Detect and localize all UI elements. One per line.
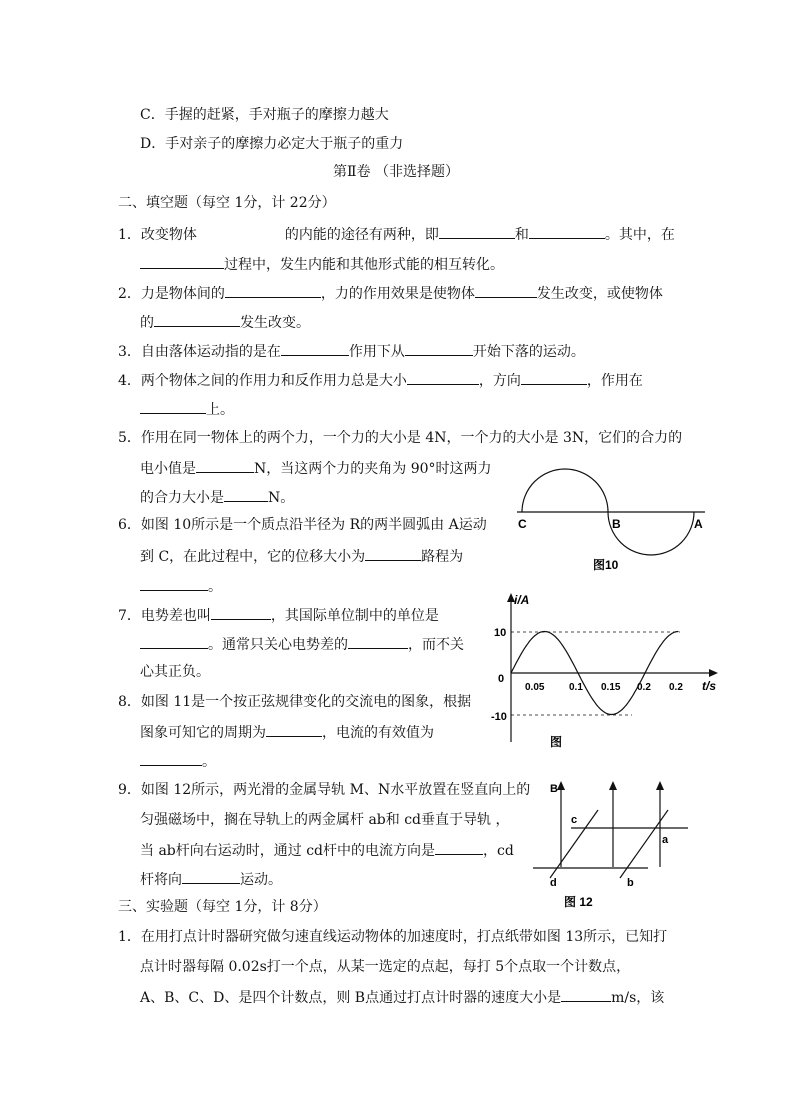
q9-line2: 匀强磁场中，搁在导轨上的两金属杆 ab和 cd垂直于导轨 ， [140,812,510,828]
q1-blank-2[interactable] [529,224,605,239]
fig12-label-b: b [627,877,634,889]
section2-heading: 二、填空题（每空 1分，计 22分） [118,195,336,211]
fig10-caption: 图10 [593,558,619,572]
figure-10 [505,462,730,577]
q5-line3: 的合力大小是 N。 [140,487,294,507]
s3-q1-line2: 点计时器每隔 0.02s打一个点，从某一选定的点起，每打 5个点取一个计数点， [140,959,631,975]
q8-line2: 图象可知它的周期为 ，电流的有效值为 [140,722,434,742]
section3-heading: 三、实验题（每空 1分，计 8分） [118,899,327,915]
fig12-field-arrow-3 [656,781,664,790]
fig12-label-a: a [662,834,669,846]
choice-c: C．手握的赶紧，手对瓶子的摩擦力越大 [140,107,389,123]
q3-line: 3．自由落体运动指的是在 作用下从 开始下落的运动。 [118,341,585,361]
fig10-lower-arc [608,512,694,555]
q6-line3: 。 [140,576,222,596]
fig11-xlabel: t/s [702,679,717,693]
q4-blank-1[interactable] [407,370,479,385]
q7-blank-1[interactable] [211,605,271,620]
q5-blank-1[interactable] [196,458,254,473]
q4-blank-3[interactable] [140,399,206,414]
q2-blank-3[interactable] [154,312,240,327]
q9-line3: 当 ab杆向右运动时，通过 cd杆中的电流方向是 ，cd [140,840,514,860]
q4-line2: 上。 [140,399,234,419]
fig11-xtick-5: 0.2 [669,682,683,693]
q9-blank-1[interactable] [435,840,483,855]
q8-blank-2[interactable] [140,751,202,766]
q9-line1: 9．如图 12所示，两光滑的金属导轨 M、N水平放置在竖直向上的 [118,782,531,798]
fig11-ytick-bottom: -10 [491,711,507,723]
q8-line1: 8．如图 11是一个按正弦规律变化的交流电的图象，根据 [118,694,472,710]
q7-blank-3[interactable] [348,634,408,649]
part2-title: 第Ⅱ卷 （非选择题） [333,164,459,180]
fig10-label-b: B [612,517,621,531]
fig12-label-d: d [550,877,557,889]
q1-line2: 过程中，发生内能和其他形式能的相互转化。 [140,254,504,274]
fig12-label-c: c [571,814,578,826]
q7-line1: 7．电势差也叫 ，其国际单位制中的单位是 [118,605,439,625]
fig12-field-arrow-2 [609,781,617,790]
q1-blank-1[interactable] [439,224,515,239]
q5-blank-2[interactable] [224,487,268,502]
q1-line1: 1．改变物体 的内能的途径有两种，即 和 。其中，在 [118,224,675,244]
q3-blank-2[interactable] [405,341,473,356]
choice-d: D．手对亲子的摩擦力必定大于瓶子的重力 [140,136,404,152]
figure-12 [528,772,698,912]
q7-line2: 。通常只关心电势差的 ，而不关 [140,634,464,654]
q3-blank-1[interactable] [281,341,349,356]
fig11-ylabel: i/A [514,593,530,607]
q9-blank-2[interactable] [182,869,240,884]
fig12-caption: 图 12 [564,895,593,909]
fig11-xtick-4: 0.2 [637,682,651,693]
figure-11 [488,590,728,752]
q6-line1: 6．如图 10所示是一个质点沿半径为 R的两半圆弧由 A运动 [118,517,487,533]
q6-line2: 到 C，在此过程中，它的位移大小为 路程为 [140,546,463,566]
q2-blank-1[interactable] [225,283,321,298]
q4-line1: 4．两个物体之间的作用力和反作用力总是大小 ，方向 ，作用在 [118,370,643,390]
s3-q1-line3: A、B、C、D、是四个计数点，则 B点通过打点计时器的速度大小是 m/s，该 [140,987,664,1007]
fig11-origin: 0 [498,673,505,685]
q8-blank-1[interactable] [266,722,322,737]
q2-line1: 2．力是物体间的 ，力的作用效果是使物体 发生改变，或使物体 [118,283,663,303]
fig12-field-arrow-1 [557,781,565,790]
fig10-label-a: A [694,517,703,531]
q6-blank-1[interactable] [365,546,421,561]
q2-blank-2[interactable] [475,283,537,298]
q5-line2: 电小值是 N，当这两个力的夹角为 90°时这两力 [140,458,492,478]
fig11-caption: 图 [550,735,563,749]
q2-line2: 的 发生改变。 [140,312,310,332]
q8-line3: 。 [140,751,216,771]
fig11-x-arrow [709,669,718,677]
s3-q1-blank-1[interactable] [561,987,611,1002]
q1-blank-3[interactable] [140,254,224,269]
fig11-ytick-top: 10 [494,627,507,639]
fig11-xtick-1: 0.05 [525,682,545,693]
q9-line4: 杆将向 运动。 [140,869,282,889]
fig10-label-c: C [518,517,527,531]
fig11-xtick-2: 0.1 [569,682,583,693]
fig11-xtick-3: 0.15 [601,682,621,693]
q7-blank-2[interactable] [140,634,208,649]
q5-line1: 5．作用在同一物体上的两个力，一个力的大小是 4N，一个力的大小是 3N，它们的合力的 [118,430,683,446]
fig12-label-b-field: B [550,783,558,795]
s3-q1-line1: 1．在用打点计时器研究做匀速直线运动物体的加速度时，打点纸带如图 13所示，已知打 [118,929,668,945]
q6-blank-2[interactable] [140,576,208,591]
q4-blank-2[interactable] [521,370,587,385]
fig10-upper-arc [522,469,608,512]
q7-line3: 心其正负。 [140,664,210,680]
